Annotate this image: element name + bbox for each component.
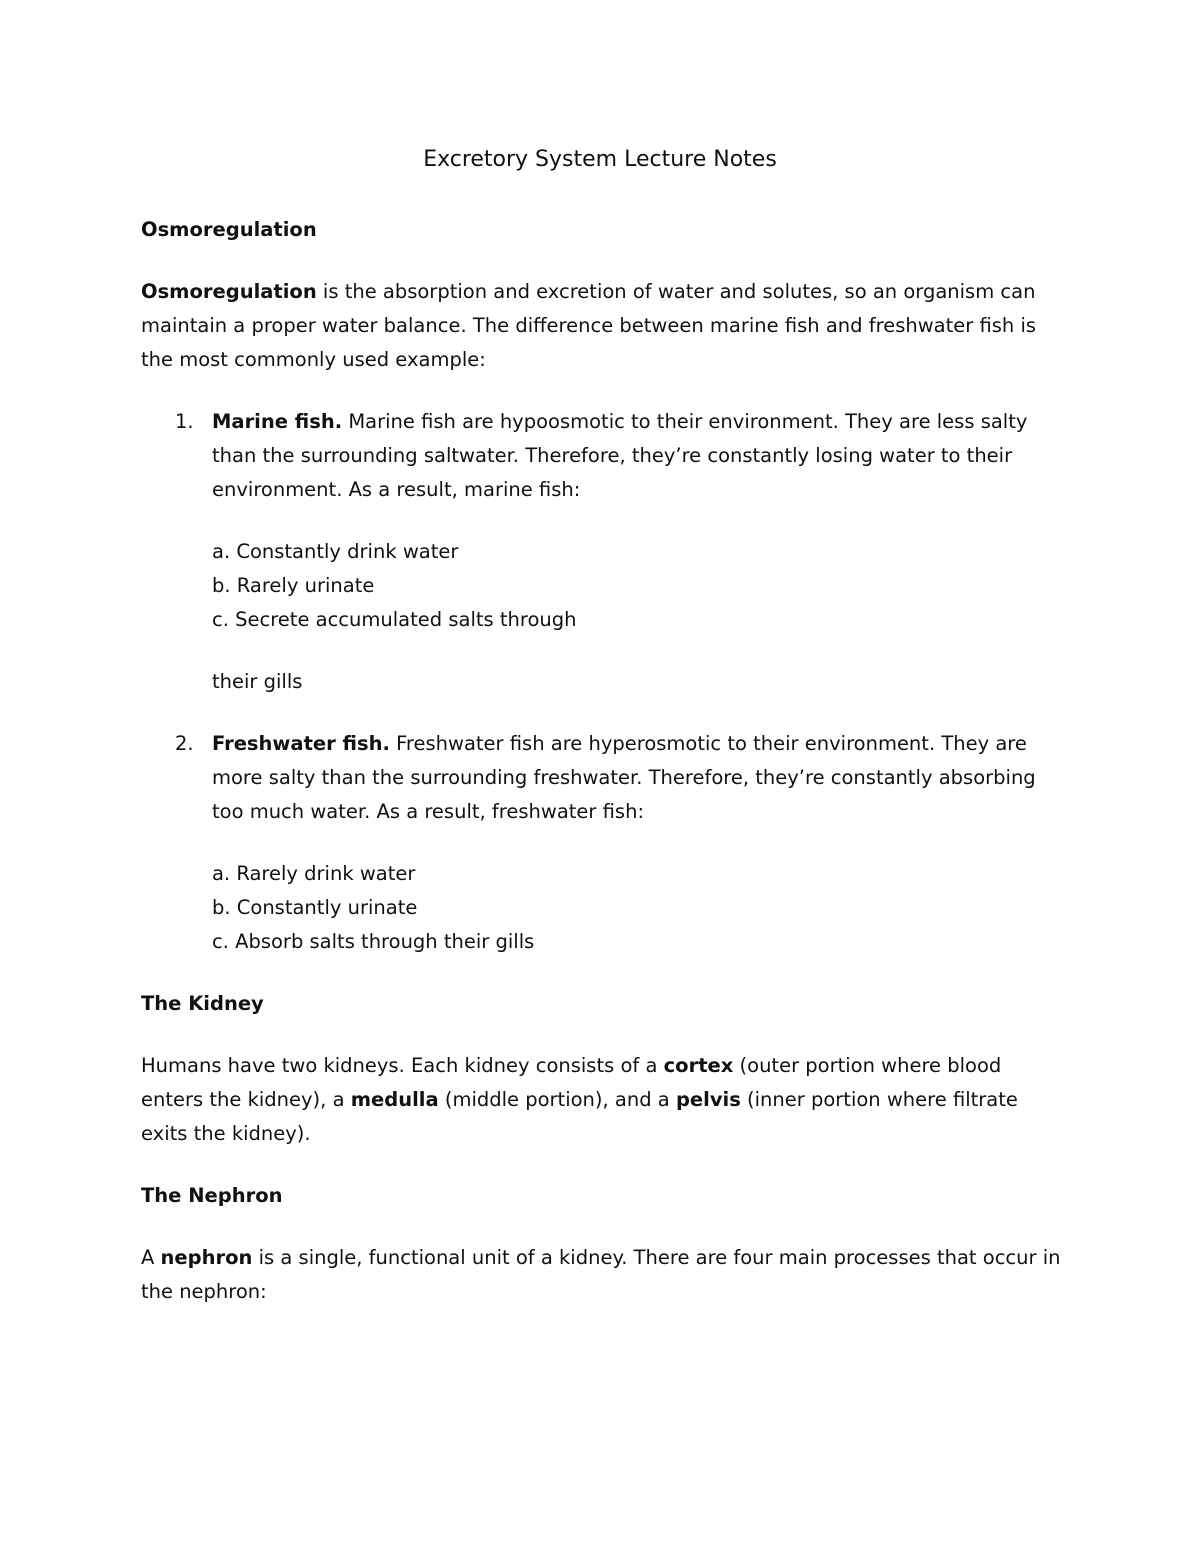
freshwater-fish-text: Freshwater fish are hyperosmotic to their environment. They are more salty than the surrounding freshwater. Therefore, they’re constantly absorbing too much water. As a result, freshwater fish: <box>212 732 1036 823</box>
heading-the-kidney: The Kidney <box>141 992 264 1015</box>
list-item-freshwater-fish <box>141 727 1061 829</box>
term-nephron: nephron <box>160 1246 253 1269</box>
marine-fish-text: Marine fish are hypoosmotic to their environment. They are less salty than the surrounding saltwater. Therefore, they’re constantly losing water to their environment. As a result, marine fish: <box>212 410 1028 501</box>
heading-the-nephron: The Nephron <box>141 1184 283 1207</box>
term-medulla: medulla <box>350 1088 439 1111</box>
document-title: Excretory System Lecture Notes <box>423 147 777 172</box>
term-cortex: cortex <box>663 1054 734 1077</box>
term-freshwater-fish: Freshwater fish. <box>212 732 390 755</box>
list-number: 2. <box>175 732 194 755</box>
nephron-paragraph <box>141 1241 1061 1309</box>
osmoregulation-text: is the absorption and excretion of water and solutes, so an organism can maintain a proper water balance. The difference between marine fish and freshwater fish is the most commonly used example: <box>141 280 1037 371</box>
sublist-item: c. Secrete accumulated salts through <box>212 608 577 631</box>
term-pelvis: pelvis <box>675 1088 741 1111</box>
term-marine-fish: Marine fish. <box>212 410 343 433</box>
osmoregulation-paragraph <box>141 275 1061 377</box>
nephron-text: A <box>141 1246 161 1269</box>
term-osmoregulation: Osmoregulation <box>141 280 317 303</box>
kidney-paragraph <box>141 1049 1061 1151</box>
sublist-item: a. Rarely drink water <box>212 862 416 885</box>
list-item-marine-fish <box>141 405 1061 507</box>
sublist-item: c. Absorb salts through their gills <box>212 930 535 953</box>
kidney-text: (inner portion where filtrate exits the kidney). <box>141 1088 1018 1145</box>
sublist-item: b. Constantly urinate <box>212 896 418 919</box>
kidney-text: Humans have two kidneys. Each kidney consists of a <box>141 1054 664 1077</box>
sublist-item: a. Constantly drink water <box>212 540 459 563</box>
kidney-text: (middle portion), and a <box>438 1088 676 1111</box>
kidney-text: (outer portion where blood enters the kidney), a <box>141 1054 1002 1111</box>
nephron-text: is a single, functional unit of a kidney. There are four main processes that occur in the nephron: <box>141 1246 1061 1303</box>
list-number: 1. <box>175 410 194 433</box>
sublist-continuation: their gills <box>212 670 303 693</box>
heading-osmoregulation: Osmoregulation <box>141 218 317 241</box>
sublist-item: b. Rarely urinate <box>212 574 375 597</box>
